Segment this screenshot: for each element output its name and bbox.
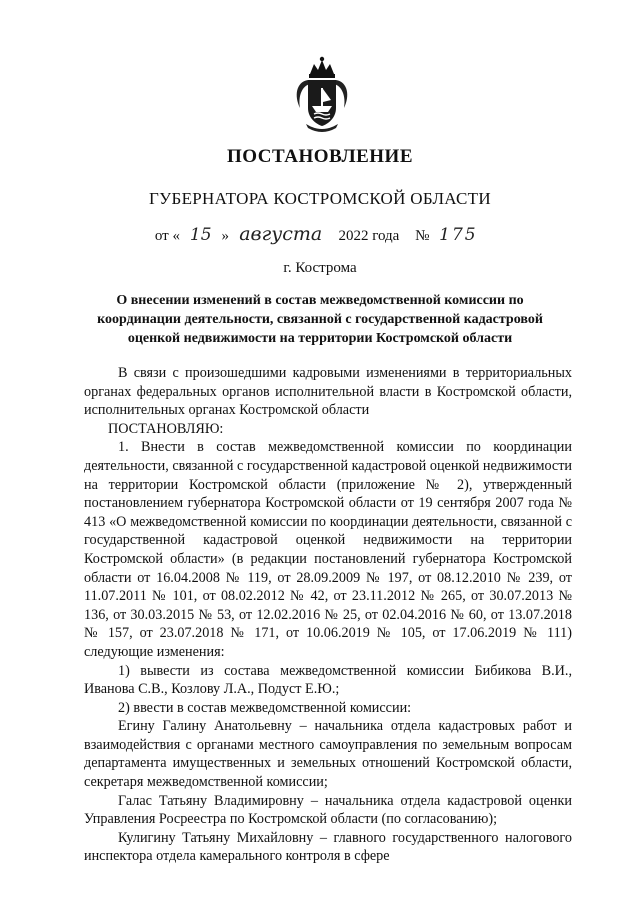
handwritten-month: августа <box>239 223 323 245</box>
handwritten-document-number: 175 <box>439 225 478 245</box>
body-paragraph-remove-members: 1) вывести из состава межведомственной комиссии Бибикова В.И., Иванова С.В., Козлову Л.А., Подуст Е.Ю.; <box>84 662 572 698</box>
document-title: ПОСТАНОВЛЕНИЕ <box>226 146 414 167</box>
handwritten-day: 15 <box>189 225 212 245</box>
body-paragraph-add-members: 2) ввести в состав межведомственной комиссии: <box>118 699 412 716</box>
document-issuer: ГУБЕРНАТОРА КОСТРОМСКОЙ ОБЛАСТИ <box>149 189 491 208</box>
date-year: 2022 года <box>338 228 400 244</box>
body-paragraph-preamble: В связи с произошедшими кадровыми изменениями в территориальных органах федеральных органов исполнительной власти в Костромской области, исполнительных органах Костромской области <box>84 365 572 419</box>
date-quote-close: » <box>221 228 229 244</box>
body-paragraph-member-kuligina: Кулигину Татьяну Михайловну – главного государственного налогового инспектора отдела камерального контроля в сфере <box>84 829 572 865</box>
kostroma-coat-of-arms-emblem <box>290 56 354 136</box>
date-prefix: от « <box>154 228 180 244</box>
body-paragraph-member-galas: Галас Татьяну Владимировну – начальника отдела кадастровой оценки Управления Росреестра по Костромской области (по согласованию); <box>84 792 572 828</box>
body-paragraph-item-1: 1. Внести в состав межведомственной комиссии по координации деятельности, связанной с государственной кадастровой оценкой недвижимости на территории Костромской области (приложение № 2), утвержденный постановлением губернатора Костромской области от 19 сентября 2007 года № 413 «О межведомственной комиссии по координации деятельности, связанной с государственной кадастровой оценкой недвижимости на территории Костромской области» (в редакции постановлений губернатора Костромской области от 16.04.2008 № 119, от 28.09.2009 № 197, от 08.12.2010 № 239, от 11.07.2011 № 101, от 08.02.2012 № 42, от 23.11.2012 № 265, от 30.07.2013 № 136, от 30.03.2015 № 53, от 12.02.2016 № 25, от 02.04.2016 № 60, от 13.07.2018 № 157, от 23.07.2018 № 171, от 10.06.2019 № 105, от 17.06.2019 № 111) следующие изменения: <box>84 439 572 660</box>
city-line: г. Кострома <box>283 260 357 276</box>
document-body <box>84 364 572 866</box>
date-and-number-line <box>0 223 640 253</box>
body-paragraph-resolve: ПОСТАНОВЛЯЮ: <box>108 420 224 437</box>
body-paragraph-member-egina: Егину Галину Анатольевну – начальника отдела кадастровых работ и взаимодействия с органами местного самоуправления по земельным вопросам департамента имущественных и земельных отношений Костромской области, секретаря межведомственной комиссии; <box>84 718 572 791</box>
number-sign: № <box>415 228 430 244</box>
document-subject: О внесении изменений в состав межведомственной комиссии по координации деятельности, связанной с государственной кадастровой оценкой недвижимости на территории Костромской области <box>97 293 543 346</box>
